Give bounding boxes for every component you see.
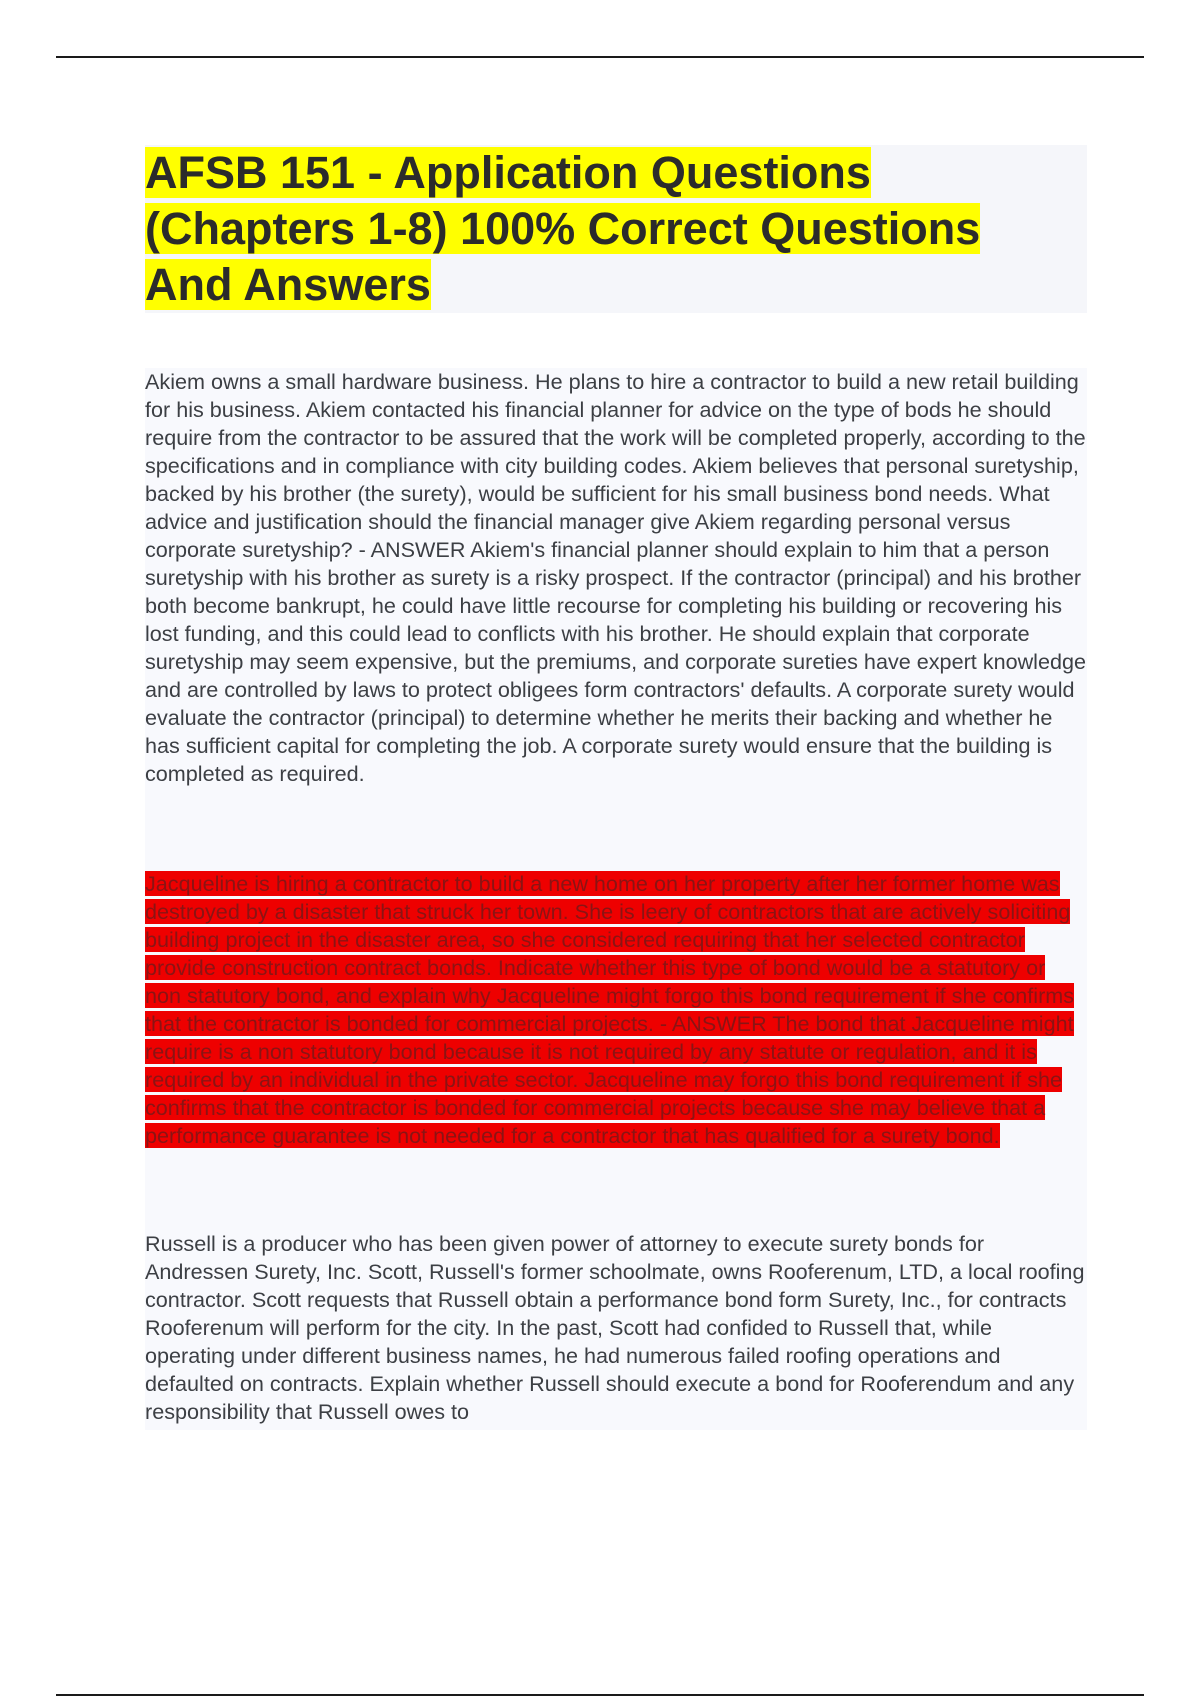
question-paragraph-2-highlighted [145,870,1087,1150]
title-line-2: (Chapters 1-8) 100% Correct Questions [145,203,981,254]
title-line-1: AFSB 151 - Application Questions [145,147,871,198]
page-title [145,145,1087,313]
question-paragraph-1: Akiem owns a small hardware business. He plans to hire a contractor to build a new retail building for his business. Akiem contacted his financial planner for advice on the type of bods he should require from the contractor to be assured that the work will be completed properly, according to the specifications and in compliance with city building codes. Akiem believes that personal suretyship, backed by his brother (the surety), would be sufficient for his small business bond needs. What advice and justification should the financial manager give Akiem regarding personal versus corporate suretyship? - ANSWER Akiem's financial planner should explain to him that a person suretyship with his brother as surety is a risky prospect. If the contractor (principal) and his brother both become bankrupt, he could have little recourse for completing his building or recovering his lost funding, and this could lead to conflicts with his brother. He should explain that corporate suretyship may seem expensive, but the premiums, and corporate sureties have expert knowledge and are controlled by laws to protect obligees form contractors' defaults. A corporate surety would evaluate the contractor (principal) to determine whether he merits their backing and whether he has sufficient capital for completing the job. A corporate surety would ensure that the building is completed as required. [145,369,1087,786]
title-line-3: And Answers [145,259,431,310]
question-paragraph-3: Russell is a producer who has been given power of attorney to execute surety bonds for Andressen Surety, Inc. Scott, Russell's former schoolmate, owns Rooferenum, LTD, a local roofing contractor. Scott requests that Russell obtain a performance bond form Surety, Inc., for contracts Rooferenum will perform for the city. In the past, Scott had confided to Russell that, while operating under different business names, he had numerous failed roofing operations and defaulted on contracts. Explain whether Russell should execute a bond for Rooferendum and any responsibility that Russell owes to [145,1231,1085,1424]
highlighted-text: Jacqueline is hiring a contractor to build a new home on her property after her former home was destroyed by a disaster that struck her town. She is leery of contractors that are actively soliciting building project in the disaster area, so she considered requiring that her selected contractor provide construction contract bonds. Indicate whether this type of bond would be a statutory or non statutory bond, and explain why Jacqueline might forgo this bond requirement if she confirms that the contractor is bonded for commercial projects. - ANSWER The bond that Jacqueline might require is a non statutory bond because it is not required by any statute or regulation, and it is required by an individual in the private sector. Jacqueline may forgo this bond requirement if she confirms that the contractor is bonded for commercial projects because she may believe that a performance guarantee is not needed for a contractor that has qualified for a surety bond. [145,871,1075,1148]
title-block [145,145,1087,313]
bottom-rule [56,1694,1144,1696]
document-body [145,368,1087,1430]
top-rule [56,56,1144,58]
